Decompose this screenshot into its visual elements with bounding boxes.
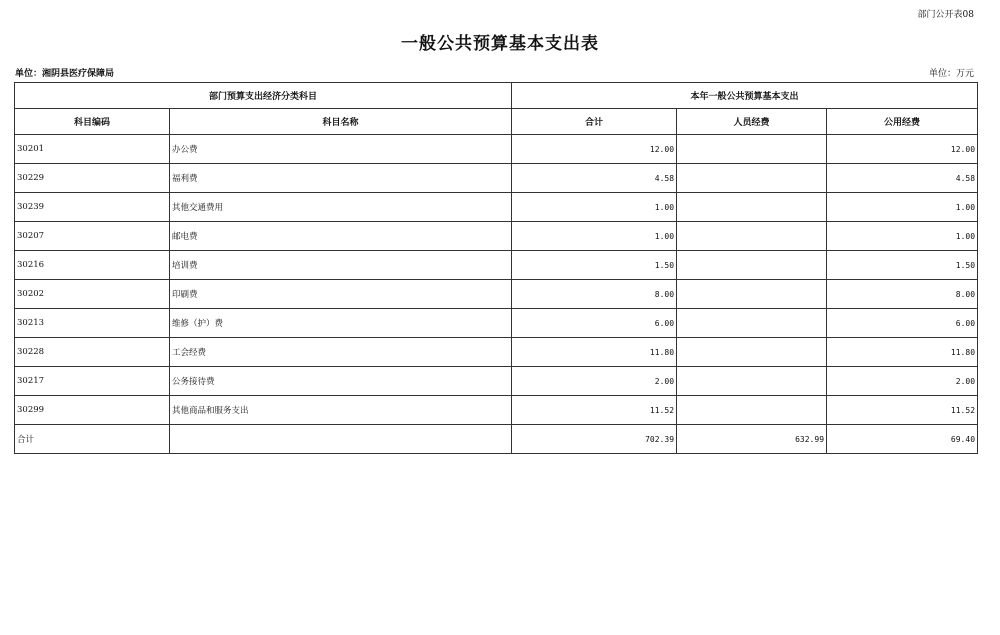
cell-public: 6.00	[827, 309, 978, 338]
cell-public: 1.00	[827, 222, 978, 251]
total-amount: 702.39	[512, 425, 677, 454]
table-row	[15, 193, 978, 222]
cell-total: 1.00	[512, 222, 677, 251]
page-title: 一般公共预算基本支出表	[401, 34, 599, 54]
table-row	[15, 338, 978, 367]
cell-name: 邮电费	[170, 222, 512, 251]
header-economic-classification: 部门预算支出经济分类科目	[15, 83, 512, 109]
total-public: 69.40	[827, 425, 978, 454]
cell-name: 其他商品和服务支出	[170, 396, 512, 425]
column-header-name: 科目名称	[170, 109, 512, 135]
total-label: 合计	[15, 425, 170, 454]
budget-table	[14, 82, 978, 454]
cell-personnel	[677, 280, 827, 309]
table-column-header-row	[15, 109, 978, 135]
total-name-cell	[170, 425, 512, 454]
cell-code: 30207	[15, 222, 170, 251]
cell-code: 30217	[15, 367, 170, 396]
cell-personnel	[677, 396, 827, 425]
cell-total: 4.58	[512, 164, 677, 193]
cell-public: 2.00	[827, 367, 978, 396]
cell-total: 2.00	[512, 367, 677, 396]
cell-total: 1.50	[512, 251, 677, 280]
cell-name: 印刷费	[170, 280, 512, 309]
cell-personnel	[677, 164, 827, 193]
cell-name: 培训费	[170, 251, 512, 280]
table-row	[15, 222, 978, 251]
cell-code: 30239	[15, 193, 170, 222]
cell-name: 维修（护）费	[170, 309, 512, 338]
cell-total: 12.00	[512, 135, 677, 164]
cell-name: 办公费	[170, 135, 512, 164]
cell-code: 30216	[15, 251, 170, 280]
table-row	[15, 309, 978, 338]
column-header-total: 合计	[512, 109, 677, 135]
cell-personnel	[677, 338, 827, 367]
total-personnel: 632.99	[677, 425, 827, 454]
table-row	[15, 280, 978, 309]
cell-total: 6.00	[512, 309, 677, 338]
cell-personnel	[677, 135, 827, 164]
form-number: 部门公开表08	[917, 10, 974, 20]
currency-unit: 单位：万元	[928, 69, 974, 79]
table-row	[15, 396, 978, 425]
cell-personnel	[677, 193, 827, 222]
header-basic-expenditure: 本年一般公共预算基本支出	[512, 83, 978, 109]
column-header-personnel: 人员经费	[677, 109, 827, 135]
table-body	[15, 135, 978, 425]
cell-code: 30201	[15, 135, 170, 164]
table-row	[15, 251, 978, 280]
cell-total: 1.00	[512, 193, 677, 222]
cell-public: 8.00	[827, 280, 978, 309]
cell-public: 11.52	[827, 396, 978, 425]
cell-public: 12.00	[827, 135, 978, 164]
table-row	[15, 135, 978, 164]
cell-code: 30202	[15, 280, 170, 309]
column-header-code: 科目编码	[15, 109, 170, 135]
cell-code: 30299	[15, 396, 170, 425]
column-header-public: 公用经费	[827, 109, 978, 135]
cell-name: 其他交通费用	[170, 193, 512, 222]
cell-personnel	[677, 251, 827, 280]
table-total-row	[15, 425, 978, 454]
cell-total: 11.52	[512, 396, 677, 425]
cell-total: 8.00	[512, 280, 677, 309]
cell-code: 30213	[15, 309, 170, 338]
cell-public: 11.80	[827, 338, 978, 367]
cell-public: 1.50	[827, 251, 978, 280]
cell-name: 工会经费	[170, 338, 512, 367]
cell-public: 4.58	[827, 164, 978, 193]
cell-personnel	[677, 222, 827, 251]
cell-personnel	[677, 309, 827, 338]
cell-code: 30228	[15, 338, 170, 367]
table-row	[15, 367, 978, 396]
cell-code: 30229	[15, 164, 170, 193]
cell-name: 公务接待费	[170, 367, 512, 396]
cell-total: 11.80	[512, 338, 677, 367]
table-row	[15, 164, 978, 193]
cell-public: 1.00	[827, 193, 978, 222]
cell-personnel	[677, 367, 827, 396]
cell-name: 福利费	[170, 164, 512, 193]
reporting-unit: 单位：湘阴县医疗保障局	[15, 69, 115, 79]
table-group-header-row	[15, 83, 978, 109]
